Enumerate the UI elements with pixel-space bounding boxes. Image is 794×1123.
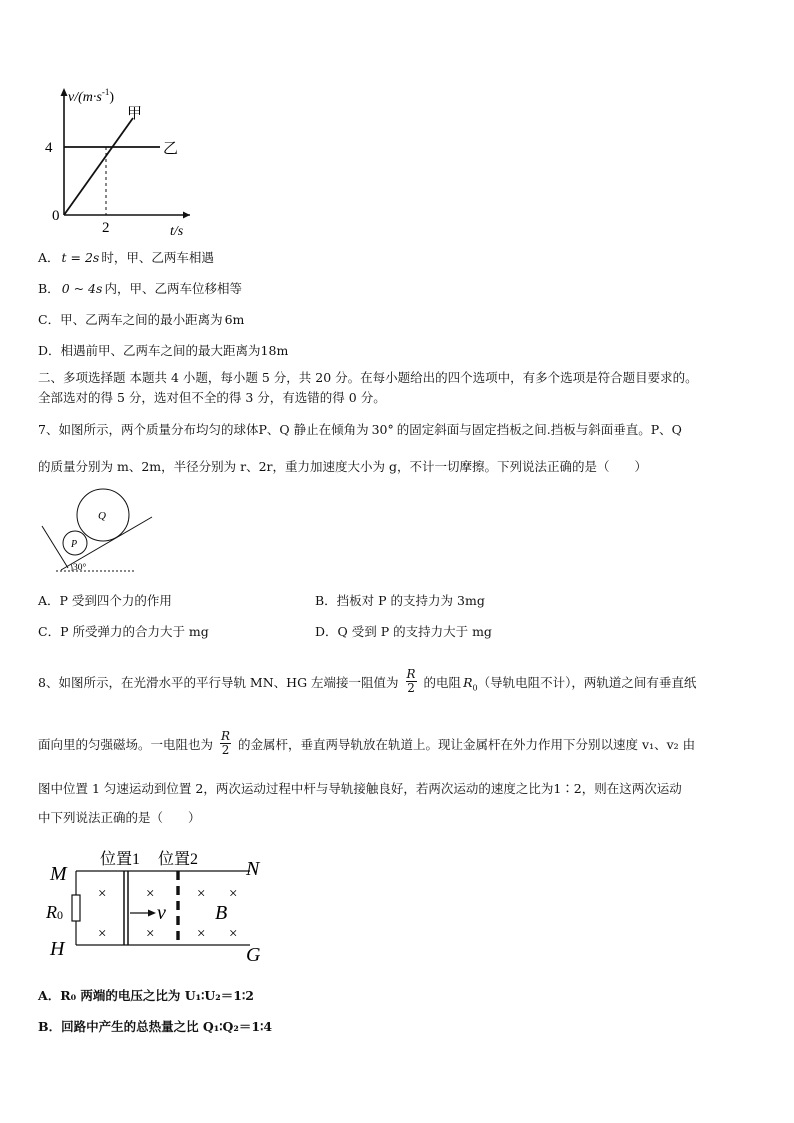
- field-cross: ×: [197, 886, 206, 902]
- label-yi: 乙: [163, 141, 179, 157]
- tick-label-2: 2: [102, 220, 110, 236]
- q8-stem-line2: 面向里的匀强磁场。一电阻也为 $\frac{R}{2}$ 的金属杆，垂直两导轨放在轨道上。现让金属杆在外力作用下分别以速度 v₁、v₂ 由: [38, 729, 696, 757]
- q7-stem-line2: 的质量分别为 m、2m，半径分别为 r、2r，重力加速度大小为 g，不计一切摩擦。下列说法正确的是（ ）: [38, 459, 647, 474]
- ball-q-label: Q: [98, 510, 106, 522]
- fraction-r-over-2: $\frac{R}{2}$: [406, 667, 416, 695]
- velocity-time-graph: [30, 80, 200, 240]
- y-axis-label: $v/(m\cdot s^{-1})$: [68, 87, 114, 105]
- section2-title-line2: 全部选对的得 5 分，选对但不全的得 3 分，有选错的得 0 分。: [38, 390, 386, 405]
- tick-label-4: 4: [45, 140, 53, 156]
- angle-arc: [71, 564, 72, 571]
- q7-option-c: C．P 所受弹力的合力大于 mg: [38, 624, 209, 639]
- angle-label: 30°: [73, 563, 87, 573]
- q7-option-b: B．挡板对 P 的支持力为 3mg: [315, 593, 485, 608]
- field-cross: ×: [98, 886, 107, 902]
- x-axis-arrow: [183, 212, 190, 219]
- field-cross: ×: [146, 926, 155, 942]
- position-2-label: 位置2: [158, 851, 199, 868]
- label-h: H: [50, 938, 65, 960]
- section2-title-line1: 二、多项选择题 本题共 4 小题，每小题 5 分，共 20 分。在每小题给出的四个选项中，有多个选项是符合题目要求的。: [38, 370, 698, 385]
- rail-circuit-figure: [40, 845, 280, 970]
- line-jia: [64, 118, 133, 215]
- label-n: N: [246, 858, 260, 880]
- resistor-r0: [72, 895, 80, 921]
- q8-option-a: A．R₀ 两端的电压之比为 U₁∶U₂＝1∶2: [38, 988, 254, 1003]
- label-r0: R0: [46, 902, 63, 922]
- q7-stem-line1: 7、如图所示，两个质量分布均匀的球体P、Q 静止在倾角为 30° 的固定斜面与固定挡板之间.挡板与斜面垂直。P、Q: [38, 422, 682, 437]
- field-cross: ×: [229, 886, 238, 902]
- fraction-r-over-2-b: $\frac{R}{2}$: [221, 729, 231, 757]
- x-axis-label: t/s: [170, 224, 184, 239]
- origin-label: 0: [52, 208, 60, 224]
- q6-option-a: A． t = 2s 时，甲、乙两车相遇: [38, 250, 214, 265]
- q7-option-a: A．P 受到四个力的作用: [38, 593, 172, 608]
- field-cross: ×: [229, 926, 238, 942]
- field-cross: ×: [98, 926, 107, 942]
- label-b: B: [215, 902, 228, 924]
- q6-option-d: D．相遇前甲、乙两车之间的最大距离为18m: [38, 343, 289, 358]
- q8-stem-line3: 图中位置 1 匀速运动到位置 2，两次运动过程中杆与导轨接触良好，若两次运动的速度之比为1∶2，则在这两次运动: [38, 781, 682, 796]
- label-g: G: [246, 944, 261, 966]
- q8-option-b: B．回路中产生的总热量之比 Q₁∶Q₂＝1∶4: [38, 1019, 273, 1034]
- q8-stem-line1: 8、如图所示，在光滑水平的平行导轨 MN、HG 左端接一阻值为 $\frac{R}{2}$ 的电阻 $R_0$（导轨电阻不计），两轨道之间有垂直纸: [38, 667, 697, 695]
- incline-spheres-figure: [38, 482, 163, 577]
- field-cross: ×: [146, 886, 155, 902]
- label-v: v: [157, 902, 166, 924]
- position-1-label: 位置1: [100, 851, 141, 868]
- y-axis-arrow: [61, 88, 68, 96]
- q6-option-c: C．甲、乙两车之间的最小距离为 6m: [38, 312, 245, 327]
- field-cross: ×: [197, 926, 206, 942]
- q8-stem-line4: 中下列说法正确的是（ ）: [38, 810, 201, 825]
- label-jia: 甲: [127, 106, 143, 122]
- q7-option-d: D．Q 受到 P 的支持力大于 mg: [315, 624, 492, 639]
- q6-option-b: B． 0 ~ 4s 内，甲、乙两车位移相等: [38, 281, 242, 296]
- label-m: M: [50, 863, 67, 885]
- ball-p-label: P: [71, 539, 78, 550]
